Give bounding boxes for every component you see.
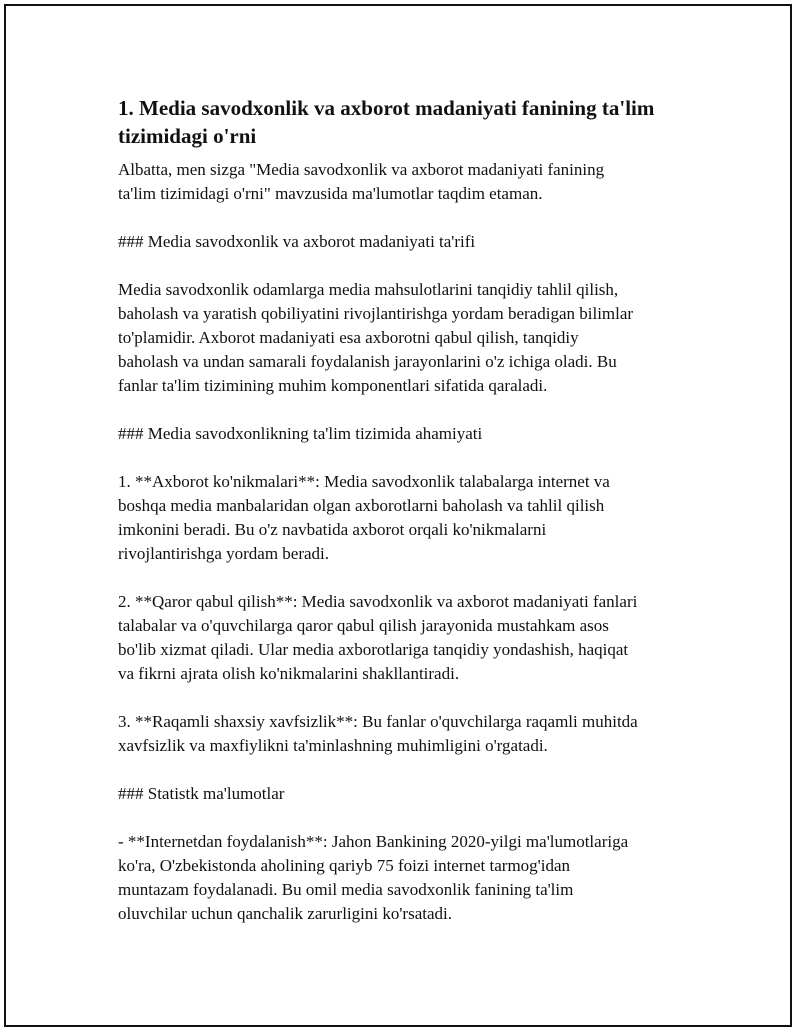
section-heading-importance: ### Media savodxonlikning ta'lim tizimida ahamiyati xyxy=(118,424,483,443)
list-item-internet-usage: - **Internetdan foydalanish**: Jahon Bankining 2020-yilgi ma'lumotlariga ko'ra, O'zbekistonda aholining qariyb 75 foizi internet tarmog'idan muntazam foydalanadi. Bu omil media savodxonlik fanining ta'lim oluvchilar uchun qanchalik zarurligini ko'rsatadi. xyxy=(118,832,629,923)
intro-paragraph: Albatta, men sizga "Media savodxonlik va axborot madaniyati fanining ta'lim tizimidagi o'rni" mavzusida ma'lumotlar taqdim etaman. xyxy=(118,160,605,203)
list-item-decision-making: 2. **Qaror qabul qilish**: Media savodxonlik va axborot madaniyati fanlari talabalar va o'quvchilarga qaror qabul qilish jarayonida mustahkam asos bo'lib xizmat qiladi. Ular media axborotlariga tanqidiy yondashish, haqiqat va fikrni ajrata olish ko'nikmalarini shakllantiradi. xyxy=(118,592,638,683)
list-item-information-skills: 1. **Axborot ko'nikmalari**: Media savodxonlik talabalarga internet va boshqa media manbalaridan olgan axborotlarni baholash va tahlil qilish imkonini beradi. Bu o'z navbatida axborot orqali ko'nikmalarni rivojlantirishga yordam beradi. xyxy=(118,472,610,563)
document-title: 1. Media savodxonlik va axborot madaniyati fanining ta'lim tizimidagi o'rni xyxy=(118,96,655,148)
definition-paragraph: Media savodxonlik odamlarga media mahsulotlarini tanqidiy tahlil qilish, baholash va yaratish qobiliyatini rivojlantirishga yordam beradigan bilimlar to'plamidir. Axborot madaniyati esa axborotni qabul qilish, tanqidiy baholash va undan samarali foydalanish jarayonlarini o'z ichiga oladi. Bu fanlar ta'lim tizimining muhim komponentlari sifatida qaraladi. xyxy=(118,280,634,395)
section-heading-definition: ### Media savodxonlik va axborot madaniyati ta'rifi xyxy=(118,232,476,251)
list-item-digital-security: 3. **Raqamli shaxsiy xavfsizlik**: Bu fanlar o'quvchilarga raqamli muhitda xavfsizlik va maxfiylikni ta'minlashning muhimligini o'rgatadi. xyxy=(118,712,638,755)
section-heading-statistics: ### Statistk ma'lumotlar xyxy=(118,784,285,803)
document-body xyxy=(118,94,688,950)
